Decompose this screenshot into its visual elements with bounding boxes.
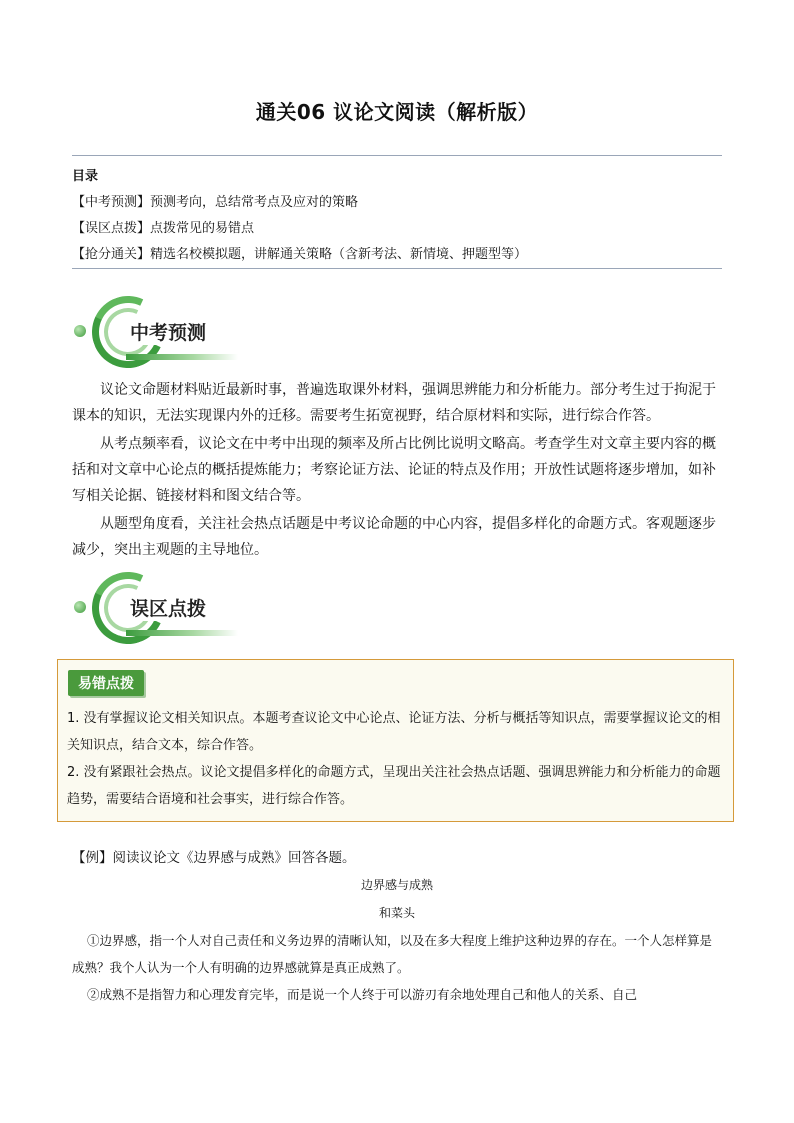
bullet-dot-icon [74, 601, 86, 613]
table-of-contents [72, 164, 722, 268]
toc-item[interactable]: 【误区点拨】点拨常见的易错点 [72, 221, 255, 236]
tip-box [57, 659, 734, 822]
paragraph: 从考点频率看，议论文在中考中出现的频率及所占比例比说明文略高。考查学生对文章主要内容的概括和对文章中心论点的概括提炼能力；考察论证方法、论证的特点及作用；开放性试题将逐步增加，如补写相关论据、链接材料和图文结合等。 [72, 436, 716, 504]
toc-item[interactable]: 【抢分通关】精选名校模拟题，讲解通关策略（含新考法、新情境、押题型等） [72, 247, 528, 262]
example-prompt: 【例】阅读议论文《边界感与成熟》回答各题。 [72, 850, 356, 866]
tip-list [67, 705, 727, 813]
article-body [72, 927, 722, 1008]
divider-top [72, 155, 722, 156]
divider-bottom [72, 268, 722, 269]
bullet-dot-icon [74, 325, 86, 337]
section-header-pitfalls [70, 572, 250, 652]
tip-item: 1. 没有掌握议论文相关知识点。本题考查议论文中心论点、论证方法、分析与概括等知识点，需要掌握议论文的相关知识点，结合文本，综合作答。 [67, 711, 721, 753]
article-author: 和菜头 [378, 906, 415, 920]
paragraph: 议论文命题材料贴近最新时事，普遍选取课外材料，强调思辨能力和分析能力。部分考生过于拘泥于课本的知识，无法实现课内外的迁移。需要考生拓宽视野，结合原材料和实际，进行综合作答。 [72, 382, 716, 424]
section-title: 误区点拨 [126, 594, 210, 621]
tip-tag: 易错点拨 [68, 670, 144, 696]
section-underline [126, 630, 238, 636]
toc-item[interactable]: 【中考预测】预测考向，总结常考点及应对的策略 [72, 195, 359, 210]
paragraph: 从题型角度看，关注社会热点话题是中考议论命题的中心内容，提倡多样化的命题方式。客观题逐步减少，突出主观题的主导地位。 [72, 516, 716, 558]
article-paragraph: ②成熟不是指智力和心理发育完毕，而是说一个人终于可以游刃有余地处理自己和他人的关系、自己 [87, 987, 638, 1002]
page-title: 通关06 议论文阅读（解析版） [255, 100, 539, 124]
article-title: 边界感与成熟 [360, 878, 433, 892]
tip-item: 2. 没有紧跟社会热点。议论文提倡多样化的命题方式，呈现出关注社会热点话题、强调思辨能力和分析能力的命题趋势，需要结合语境和社会事实，进行综合作答。 [67, 765, 721, 807]
toc-heading: 目录 [72, 169, 99, 184]
section-title: 中考预测 [126, 318, 210, 345]
section-header-forecast [70, 296, 250, 376]
section-underline [126, 354, 238, 360]
article-paragraph: ①边界感，指一个人对自己责任和义务边界的清晰认知，以及在多大程度上维护这种边界的存在。一个人怎样算是成熟？我个人认为一个人有明确的边界感就算是真正成熟了。 [72, 933, 713, 975]
